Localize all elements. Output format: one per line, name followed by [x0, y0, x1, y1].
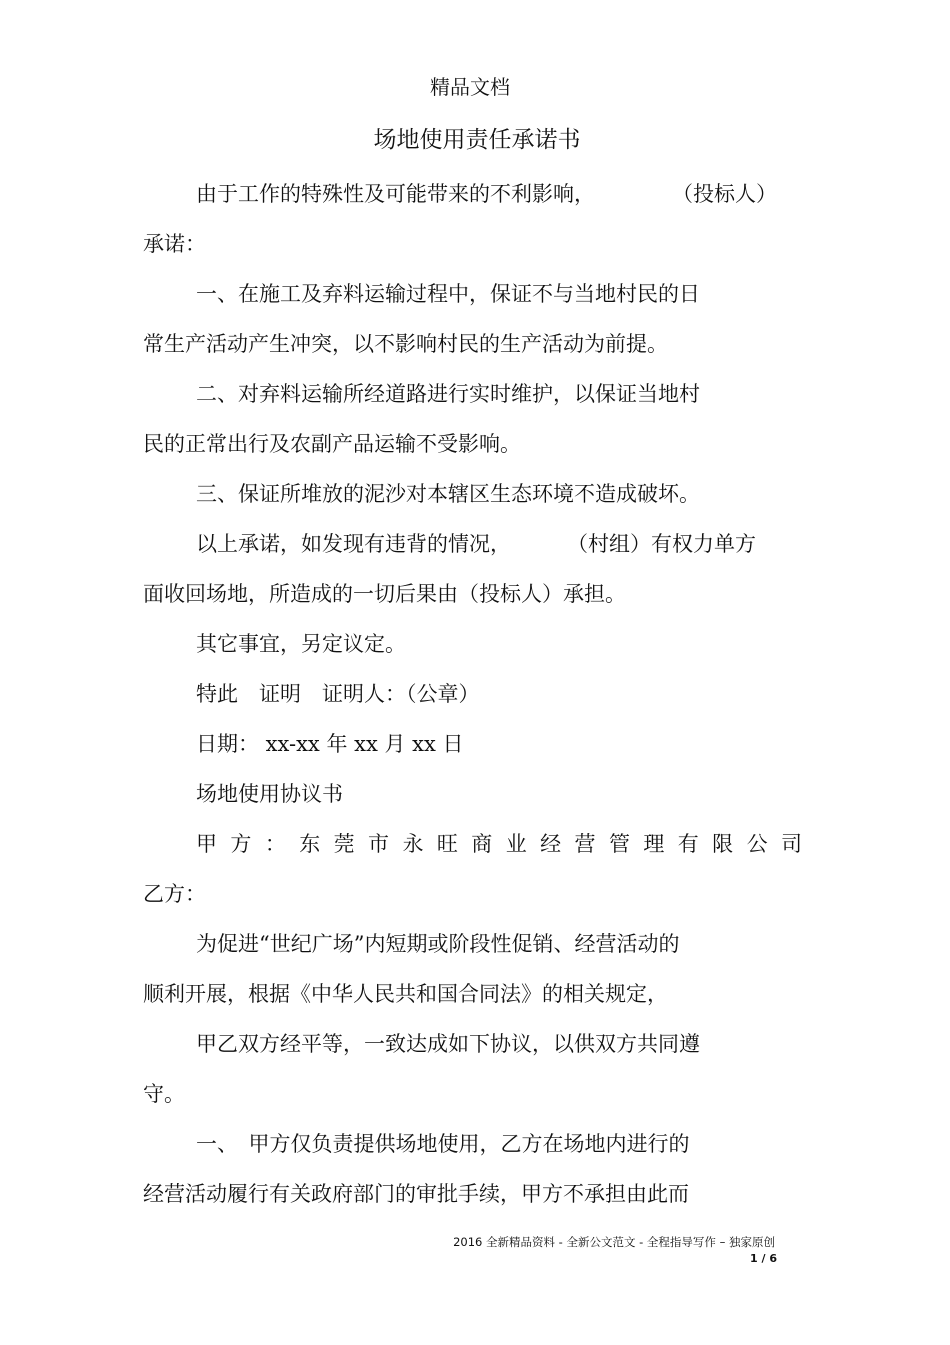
paragraph-line: 二、对弃料运输所经道路进行实时维护，以保证当地村 [196, 382, 700, 406]
paragraph-line: 以上承诺，如发现有违背的情况， [196, 532, 511, 556]
paragraph-line: 为促进“世纪广场”内短期或阶段性促销、经营活动的 [196, 932, 680, 956]
paragraph-line: 守。 [143, 1082, 185, 1106]
paragraph-line: 甲乙双方经平等，一致达成如下协议，以供双方共同遵 [196, 1032, 700, 1056]
section-heading: 场地使用协议书 [196, 782, 343, 806]
paragraph-line: 一、 甲方仅负责提供场地使用，乙方在场地内进行的 [196, 1132, 690, 1156]
page-number: 1 / 6 [750, 1252, 777, 1265]
paragraph-line: 由于工作的特殊性及可能带来的不利影响， [196, 182, 595, 206]
paragraph-line: （村组）有权力单方 [567, 532, 756, 556]
paragraph-line: 顺利开展，根据《中华人民共和国合同法》的相关规定， [143, 982, 668, 1006]
header-mark: 精品文档 [430, 75, 510, 99]
party-b-line: 乙方： [143, 882, 206, 906]
paragraph-line: （投标人） [672, 182, 777, 206]
paragraph-line: 一、在施工及弃料运输过程中，保证不与当地村民的日 [196, 282, 700, 306]
paragraph-line: 常生产活动产生冲突，以不影响村民的生产活动为前提。 [143, 332, 668, 356]
paragraph-line: 承诺： [143, 232, 206, 256]
date-line: 日期： xx-xx 年 xx 月 xx 日 [196, 732, 464, 756]
party-a-line: 甲方：东莞市永旺商业经营管理有限公司 [196, 832, 802, 856]
document-title: 场地使用责任承诺书 [373, 127, 581, 153]
paragraph-line: 民的正常出行及农副产品运输不受影响。 [143, 432, 521, 456]
footer-note: 2016 全新精品资料 - 全新公文范文 - 全程指导写作 – 独家原创 [453, 1235, 775, 1249]
signature-line: 特此 证明 证明人：（公章） [196, 682, 480, 706]
paragraph-line: 经营活动履行有关政府部门的审批手续，甲方不承担由此而 [143, 1182, 689, 1206]
paragraph-line: 面收回场地，所造成的一切后果由（投标人）承担。 [143, 582, 626, 606]
paragraph-line: 三、保证所堆放的泥沙对本辖区生态环境不造成破坏。 [196, 482, 700, 506]
paragraph-line: 其它事宜，另定议定。 [196, 632, 406, 656]
